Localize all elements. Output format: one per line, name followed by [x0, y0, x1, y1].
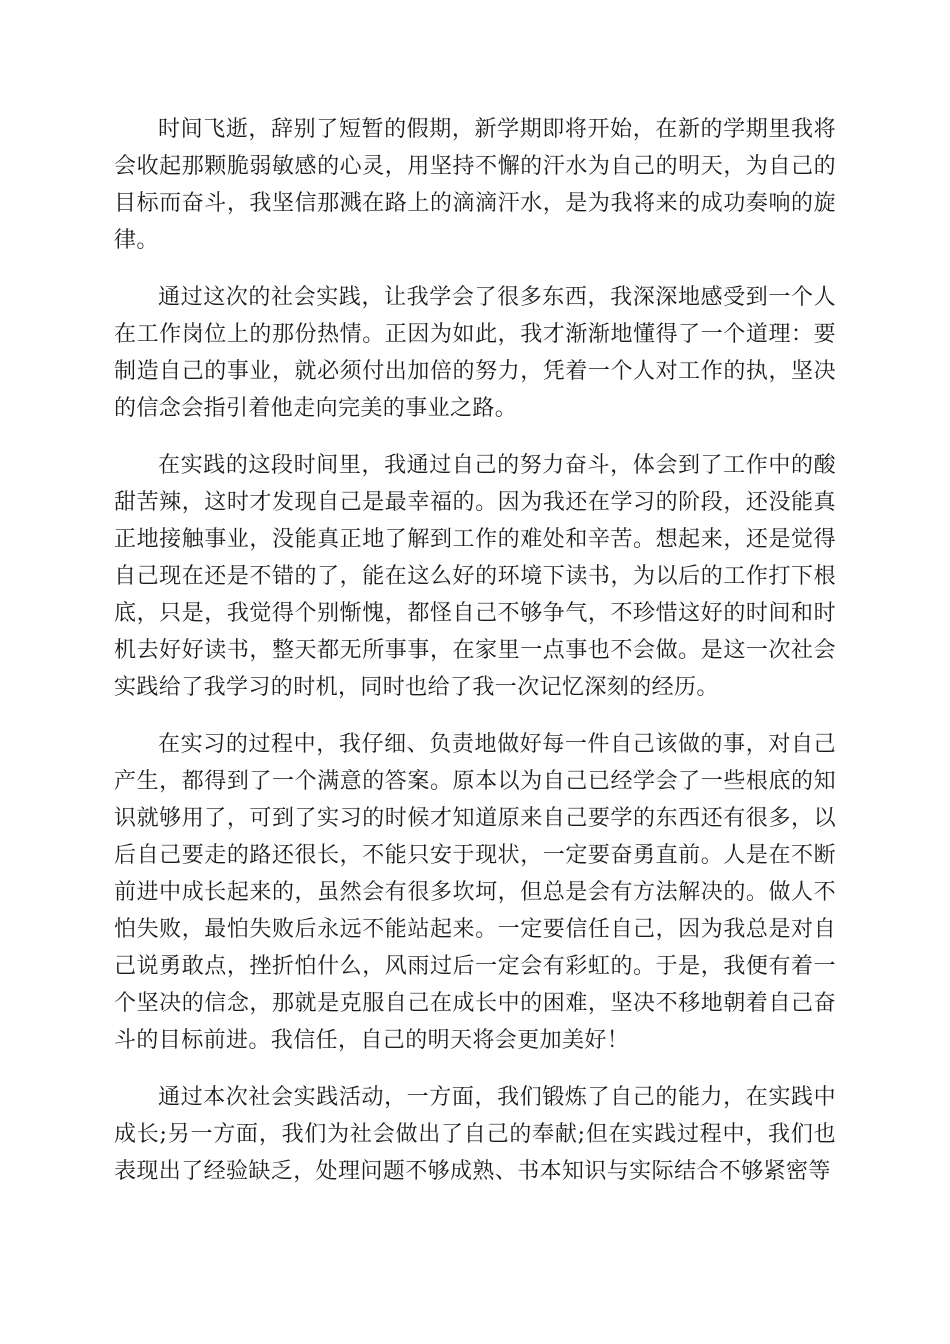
paragraph-3: 在实践的这段时间里，我通过自己的努力奋斗，体会到了工作中的酸甜苦辣，这时才发现自己是最幸福的。因为我还在学习的阶段，还没能真正地接触事业，没能真正地了解到工作的难处和辛苦。想起来，还是觉得自己现在还是不错的了，能在这么好的环境下读书，为以后的工作打下根底，只是，我觉得个别惭愧，都怪自己不够争气，不珍惜这好的时间和时机去好好读书，整天都无所事事，在家里一点事也不会做。是这一次社会实践给了我学习的时机，同时也给了我一次记忆深刻的经历。: [114, 453, 836, 700]
paragraph-5: 通过本次社会实践活动，一方面，我们锻炼了自己的能力，在实践中成长;另一方面，我们为社会做出了自己的奉献;但在实践过程中，我们也表现出了经验缺乏，处理问题不够成熟、书本知识与实际结合不够紧密等: [114, 1085, 836, 1184]
paragraph-1: 时间飞逝，辞别了短暂的假期，新学期即将开始，在新的学期里我将会收起那颗脆弱敏感的心灵，用坚持不懈的汗水为自己的明天，为自己的目标而奋斗，我坚信那溅在路上的滴滴汗水，是为我将来的成功奏响的旋律。: [114, 117, 836, 253]
document-body: [114, 111, 836, 1210]
paragraph-4: 在实习的过程中，我仔细、负责地做好每一件自己该做的事，对自己产生，都得到了一个满意的答案。原本以为自己已经学会了一些根底的知识就够用了，可到了实习的时候才知道原来自己要学的东西还有很多，以后自己要走的路还很长，不能只安于现状，一定要奋勇直前。人是在不断前进中成长起来的，虽然会有很多坎坷，但总是会有方法解决的。做人不怕失败，最怕失败后永远不能站起来。一定要信任自己，因为我总是对自己说勇敢点，挫折怕什么，风雨过后一定会有彩虹的。于是，我便有着一个坚决的信念，那就是克服自己在成长中的困难，坚决不移地朝着自己奋斗的目标前进。我信任，自己的明天将会更加美好！: [114, 732, 836, 1053]
paragraph-2: 通过这次的社会实践，让我学会了很多东西，我深深地感受到一个人在工作岗位上的那份热情。正因为如此，我才渐渐地懂得了一个道理：要制造自己的事业，就必须付出加倍的努力，凭着一个人对工作的执，坚决的信念会指引着他走向完美的事业之路。: [114, 285, 836, 421]
